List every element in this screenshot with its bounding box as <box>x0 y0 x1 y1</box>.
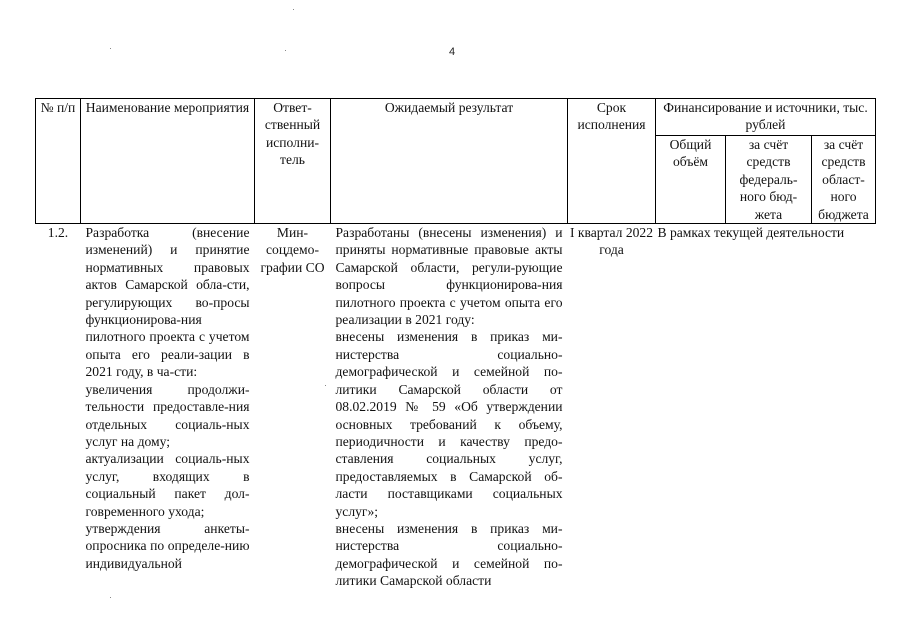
scan-speck <box>110 597 111 598</box>
activity-paragraph: увеличения продолжи-тельности предоставле-ния отдельных социаль-ных услуг на дому; <box>85 381 250 449</box>
row-financing: В рамках текущей деятельности <box>657 225 845 241</box>
scan-speck <box>285 50 286 51</box>
activities-table <box>35 98 876 590</box>
row-deadline: I квартал 2022 года <box>569 225 654 258</box>
page-number: 4 <box>449 46 456 58</box>
scan-speck <box>110 48 111 49</box>
row-number: 1.2. <box>47 225 69 241</box>
row-activity-name <box>81 224 255 590</box>
activity-paragraph: Разработка (внесение изменений) и принятие нормативных правовых актов Самарской обла-сти, регулирующих во-просы функционирова-ния пилотного проекта с учетом опыта его реали-зации в 2021 году, в ча-сти: <box>85 225 250 380</box>
result-paragraph: Разработаны (внесены изменения) и приняты нормативные правовые акты Самарской области, регули-рующие вопросы функционирова-ния пилотного проекта с учетом опыта его реализации в 2021 году: <box>335 225 563 328</box>
header-financing: Финансирование и источники, тыс. рублей <box>656 99 876 136</box>
header-deadline: Срок исполнения <box>568 99 656 224</box>
header-financing-total: Общий объём <box>656 136 726 224</box>
header-responsible: Ответ-ственный исполни-тель <box>255 99 331 224</box>
header-number: № п/п <box>36 99 81 224</box>
header-expected-result: Ожидаемый результат <box>331 99 568 224</box>
result-paragraph: внесены изменения в приказ ми-нистерства социально-демографической и семейной по-литики Самарской области <box>335 520 563 589</box>
result-paragraph: внесены изменения в приказ ми-нистерства социально-демографической и семейной по-литики Самарской области от 08.02.2019 № 59 «Об утверждении основных требований к объему, периодичности и качеству предо-ставления социальных услуг, предоставляемых в Самарской об-ласти поставщиками социальных услуг»; <box>335 329 563 519</box>
table-row <box>36 224 876 590</box>
activity-paragraph: актуализации социаль-ных услуг, входящих в социальный пакет дол-говременного ухода; <box>85 451 250 519</box>
scan-speck <box>293 9 294 10</box>
header-financing-regional: за счёт средств област-ного бюджета <box>812 136 876 224</box>
header-financing-federal: за счёт средств федераль-ного бюд-жета <box>726 136 812 224</box>
activity-paragraph: утверждения анкеты-опросника по определе-нию индивидуальной <box>85 520 250 571</box>
row-expected-result <box>331 224 568 590</box>
row-responsible: Мин-соцдемо-графии СО <box>260 225 325 275</box>
header-activity-name: Наименование мероприятия <box>81 99 255 224</box>
